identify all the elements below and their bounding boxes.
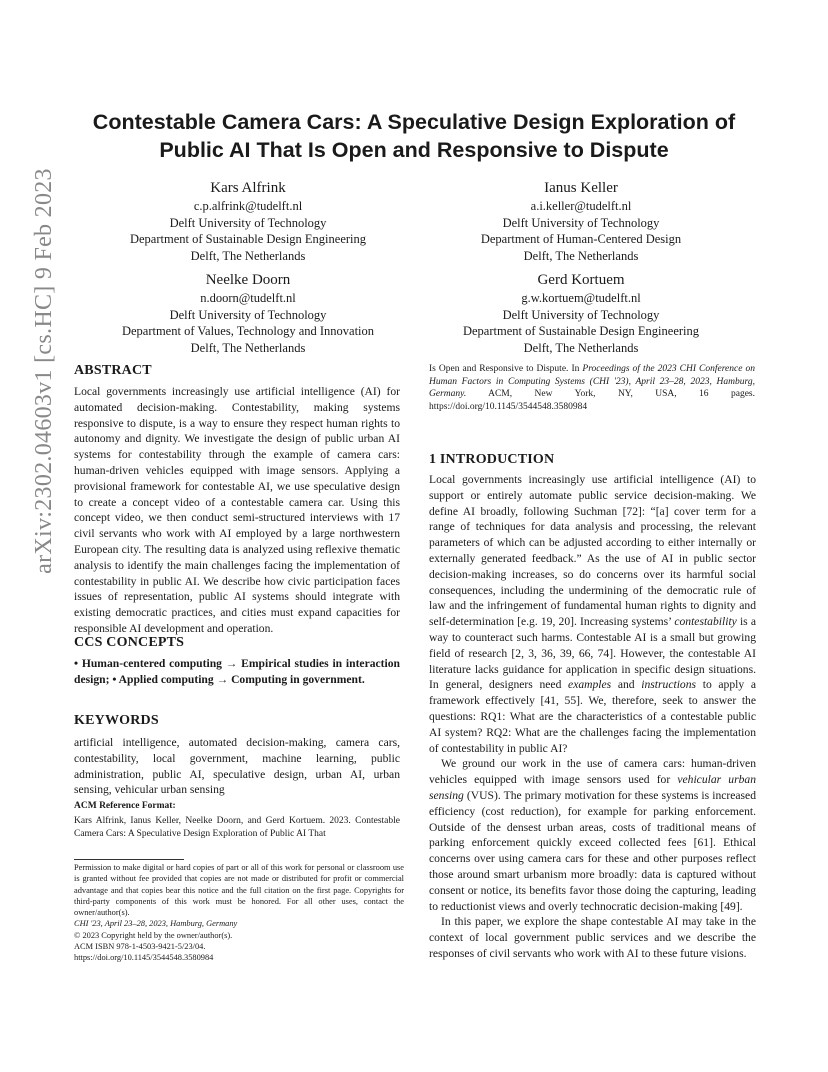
author-name: Kars Alfrink xyxy=(210,180,286,196)
permission-text: Permission to make digital or hard copies of part or all of this work for personal or classroom use is granted without fee provided that copies are not made or distributed for profit or commercial advantage and that copies bear this notice and the full citation on the first page. Copyrights for third-party components of this work must be honored. For all other uses, contact the owner/author(s). xyxy=(74,863,404,918)
intro-paragraph-1 xyxy=(429,472,756,756)
paper-title xyxy=(74,108,754,164)
intro-p2-text-b: (VUS). The primary motivation for these systems is increased efficiency (cost reduction), for example for parking enforcement. Outside of the densest urban areas, costs of traditional means of parking enforcement quickly exceed collected fees [61]. Ethical concerns over using camera cars for these and other purposes reflect those around smart urbanism more broadly: data is captured without consent or notice, its benefits favor those doing the capturing, leading to reductionist views and overly technocratic decision-making [49]. xyxy=(429,788,756,913)
author-email[interactable]: n.doorn@tudelft.nl xyxy=(200,291,296,305)
acm-reference-heading: ACM Reference Format: xyxy=(74,801,176,811)
ccs-heading: CCS CONCEPTS xyxy=(74,635,185,650)
intro-paragraph-3: In this paper, we explore the shape contestable AI may take in the context of local government public services and we describe the responses of civil servants who work with AI to these future visions. xyxy=(429,915,756,960)
keywords-heading: KEYWORDS xyxy=(74,713,159,728)
intro-p1-italic-contestability: contestability xyxy=(674,615,737,629)
acm-ref-cont-tail[interactable]: ACM, New York, NY, USA, 16 pages. https://doi.org/10.1145/3544548.3580984 xyxy=(429,389,755,412)
intro-p1-text-a: Local governments increasingly use artificial intelligence (AI) to support or entirely automate public service decision-making. We define AI broadly, following Suchman [72]: “[a] cover term for a range of techniques for data analysis and processing, the relevant parameters of which can be adjusted according to either internally or externally generated feedback.” As the use of AI in public sector decision-making increases, so do concerns over its harmful social consequences, including the undermining of the democratic rule of law and the infringement of fundamental human rights to dignity and self-determination [e.g. 19, 20]. Increasing systems’ xyxy=(429,473,756,629)
author-dept: Department of Values, Technology and Innovation xyxy=(121,324,375,338)
author-org: Delft University of Technology xyxy=(502,215,660,230)
acm-ref-cont-italic: Proceedings of the 2023 CHI Conference on Human Factors in Computing Systems (CHI '23), April 23–28, 2023, Hamburg, Germany. xyxy=(429,364,755,399)
acm-ref-cont-plain: Is Open and Responsive to Dispute. In xyxy=(429,364,583,374)
author-name: Gerd Kortuem xyxy=(537,272,625,288)
author-dept: Department of Human-Centered Design xyxy=(480,232,682,246)
author-location: Delft, The Netherlands xyxy=(190,340,306,355)
author-name: Neelke Doorn xyxy=(205,272,291,288)
introduction-heading: 1 INTRODUCTION xyxy=(429,452,555,467)
intro-p1-text-b: is a way to counteract such harms. Contestable AI is a small but growing field of research [2, 3, 36, 39, 66, 74]. However, the contestable AI literature lacks guidance for application in specific design situations. In general, designers need xyxy=(429,615,756,692)
abstract-text: Local governments increasingly use artificial intelligence (AI) for automated decision-making. Contestability, making systems responsive to dispute, is a way to ensure they respect human rights to autonomy and dignity. We investigate the design of public urban AI systems for contestability through the example of camera cars: human-driven vehicles equipped with image sensors. Applying a provisional framework for contestable AI, we use speculative design to create a concept video of a contestable camera car. Using this concept video, we then conduct semi-structured interviews with 17 civil servants who work with AI employed by a large northwestern European city. The resulting data is analyzed using reflexive thematic analysis to identify the main challenges facing the implementation of contestability in public AI. We describe how civic participation faces issues of representation, public AI systems should integrate with existing democratic practices, and cities must expand capacities for responsible AI development and operation. xyxy=(74,385,400,635)
permission-doi[interactable]: https://doi.org/10.1145/3544548.3580984 xyxy=(74,953,214,963)
intro-p1-italic-examples: examples xyxy=(568,678,612,692)
ccs-concepts-text: • Human-centered computing → Empirical studies in interaction design; • Applied computing → Computing in government. xyxy=(74,657,400,686)
acm-reference-text: Kars Alfrink, Ianus Keller, Neelke Doorn, and Gerd Kortuem. 2023. Contestable Camera Cars: A Speculative Design Exploration of Public AI That xyxy=(74,816,400,839)
author-email[interactable]: g.w.kortuem@tudelft.nl xyxy=(521,291,641,305)
intro-p1-italic-instructions: instructions xyxy=(641,678,697,692)
footnote-divider xyxy=(74,859,184,860)
intro-p1-text-d: to apply a framework effectively [41, 55]. We, therefore, seek to answer the questions: RQ1: What are the characteristics of a contestable public AI system? RQ2: What are the challenges facing the implementation of contestability in public AI? xyxy=(429,678,756,755)
author-block-1 xyxy=(68,178,428,264)
permission-copyright: © 2023 Copyright held by the owner/author(s). xyxy=(74,930,233,940)
author-dept: Department of Sustainable Design Engineering xyxy=(129,232,367,246)
permission-venue: CHI '23, April 23–28, 2023, Hamburg, Germany xyxy=(74,919,238,929)
intro-p2-italic-vus: vehicular urban sensing xyxy=(429,773,756,802)
author-block-4 xyxy=(401,270,761,356)
keywords-text: artificial intelligence, automated decision-making, camera cars, contestability, local government, machine learning, public administration, public AI, speculative design, urban AI, urban sensing, vehicular urban sensing xyxy=(74,736,400,797)
author-location: Delft, The Netherlands xyxy=(523,248,639,263)
acm-reference-continued xyxy=(429,363,755,413)
permission-isbn: ACM ISBN 978-1-4503-9421-5/23/04. xyxy=(74,942,206,952)
abstract-heading: ABSTRACT xyxy=(74,363,152,378)
arxiv-identifier: arXiv:2302.04603v1 [cs.HC] 9 Feb 2023 xyxy=(31,168,57,574)
author-block-2 xyxy=(401,178,761,264)
title-line-2: Public AI That Is Open and Responsive to Dispute xyxy=(159,138,669,162)
permission-notice xyxy=(74,862,404,964)
author-email[interactable]: a.i.keller@tudelft.nl xyxy=(530,199,632,213)
author-org: Delft University of Technology xyxy=(169,307,327,322)
author-dept: Department of Sustainable Design Engineering xyxy=(462,324,700,338)
author-org: Delft University of Technology xyxy=(502,307,660,322)
intro-p2-text-a: We ground our work in the use of camera cars: human-driven vehicles equipped with image sensors used for xyxy=(429,757,756,787)
intro-paragraph-2 xyxy=(429,756,756,914)
title-line-1: Contestable Camera Cars: A Speculative Design Exploration of xyxy=(92,110,736,134)
author-block-3 xyxy=(68,270,428,356)
introduction-body xyxy=(429,472,756,962)
author-name: Ianus Keller xyxy=(544,180,618,196)
author-org: Delft University of Technology xyxy=(169,215,327,230)
author-location: Delft, The Netherlands xyxy=(523,340,639,355)
intro-p1-text-c: and xyxy=(611,678,642,692)
author-location: Delft, The Netherlands xyxy=(190,248,306,263)
author-email[interactable]: c.p.alfrink@tudelft.nl xyxy=(193,199,303,213)
